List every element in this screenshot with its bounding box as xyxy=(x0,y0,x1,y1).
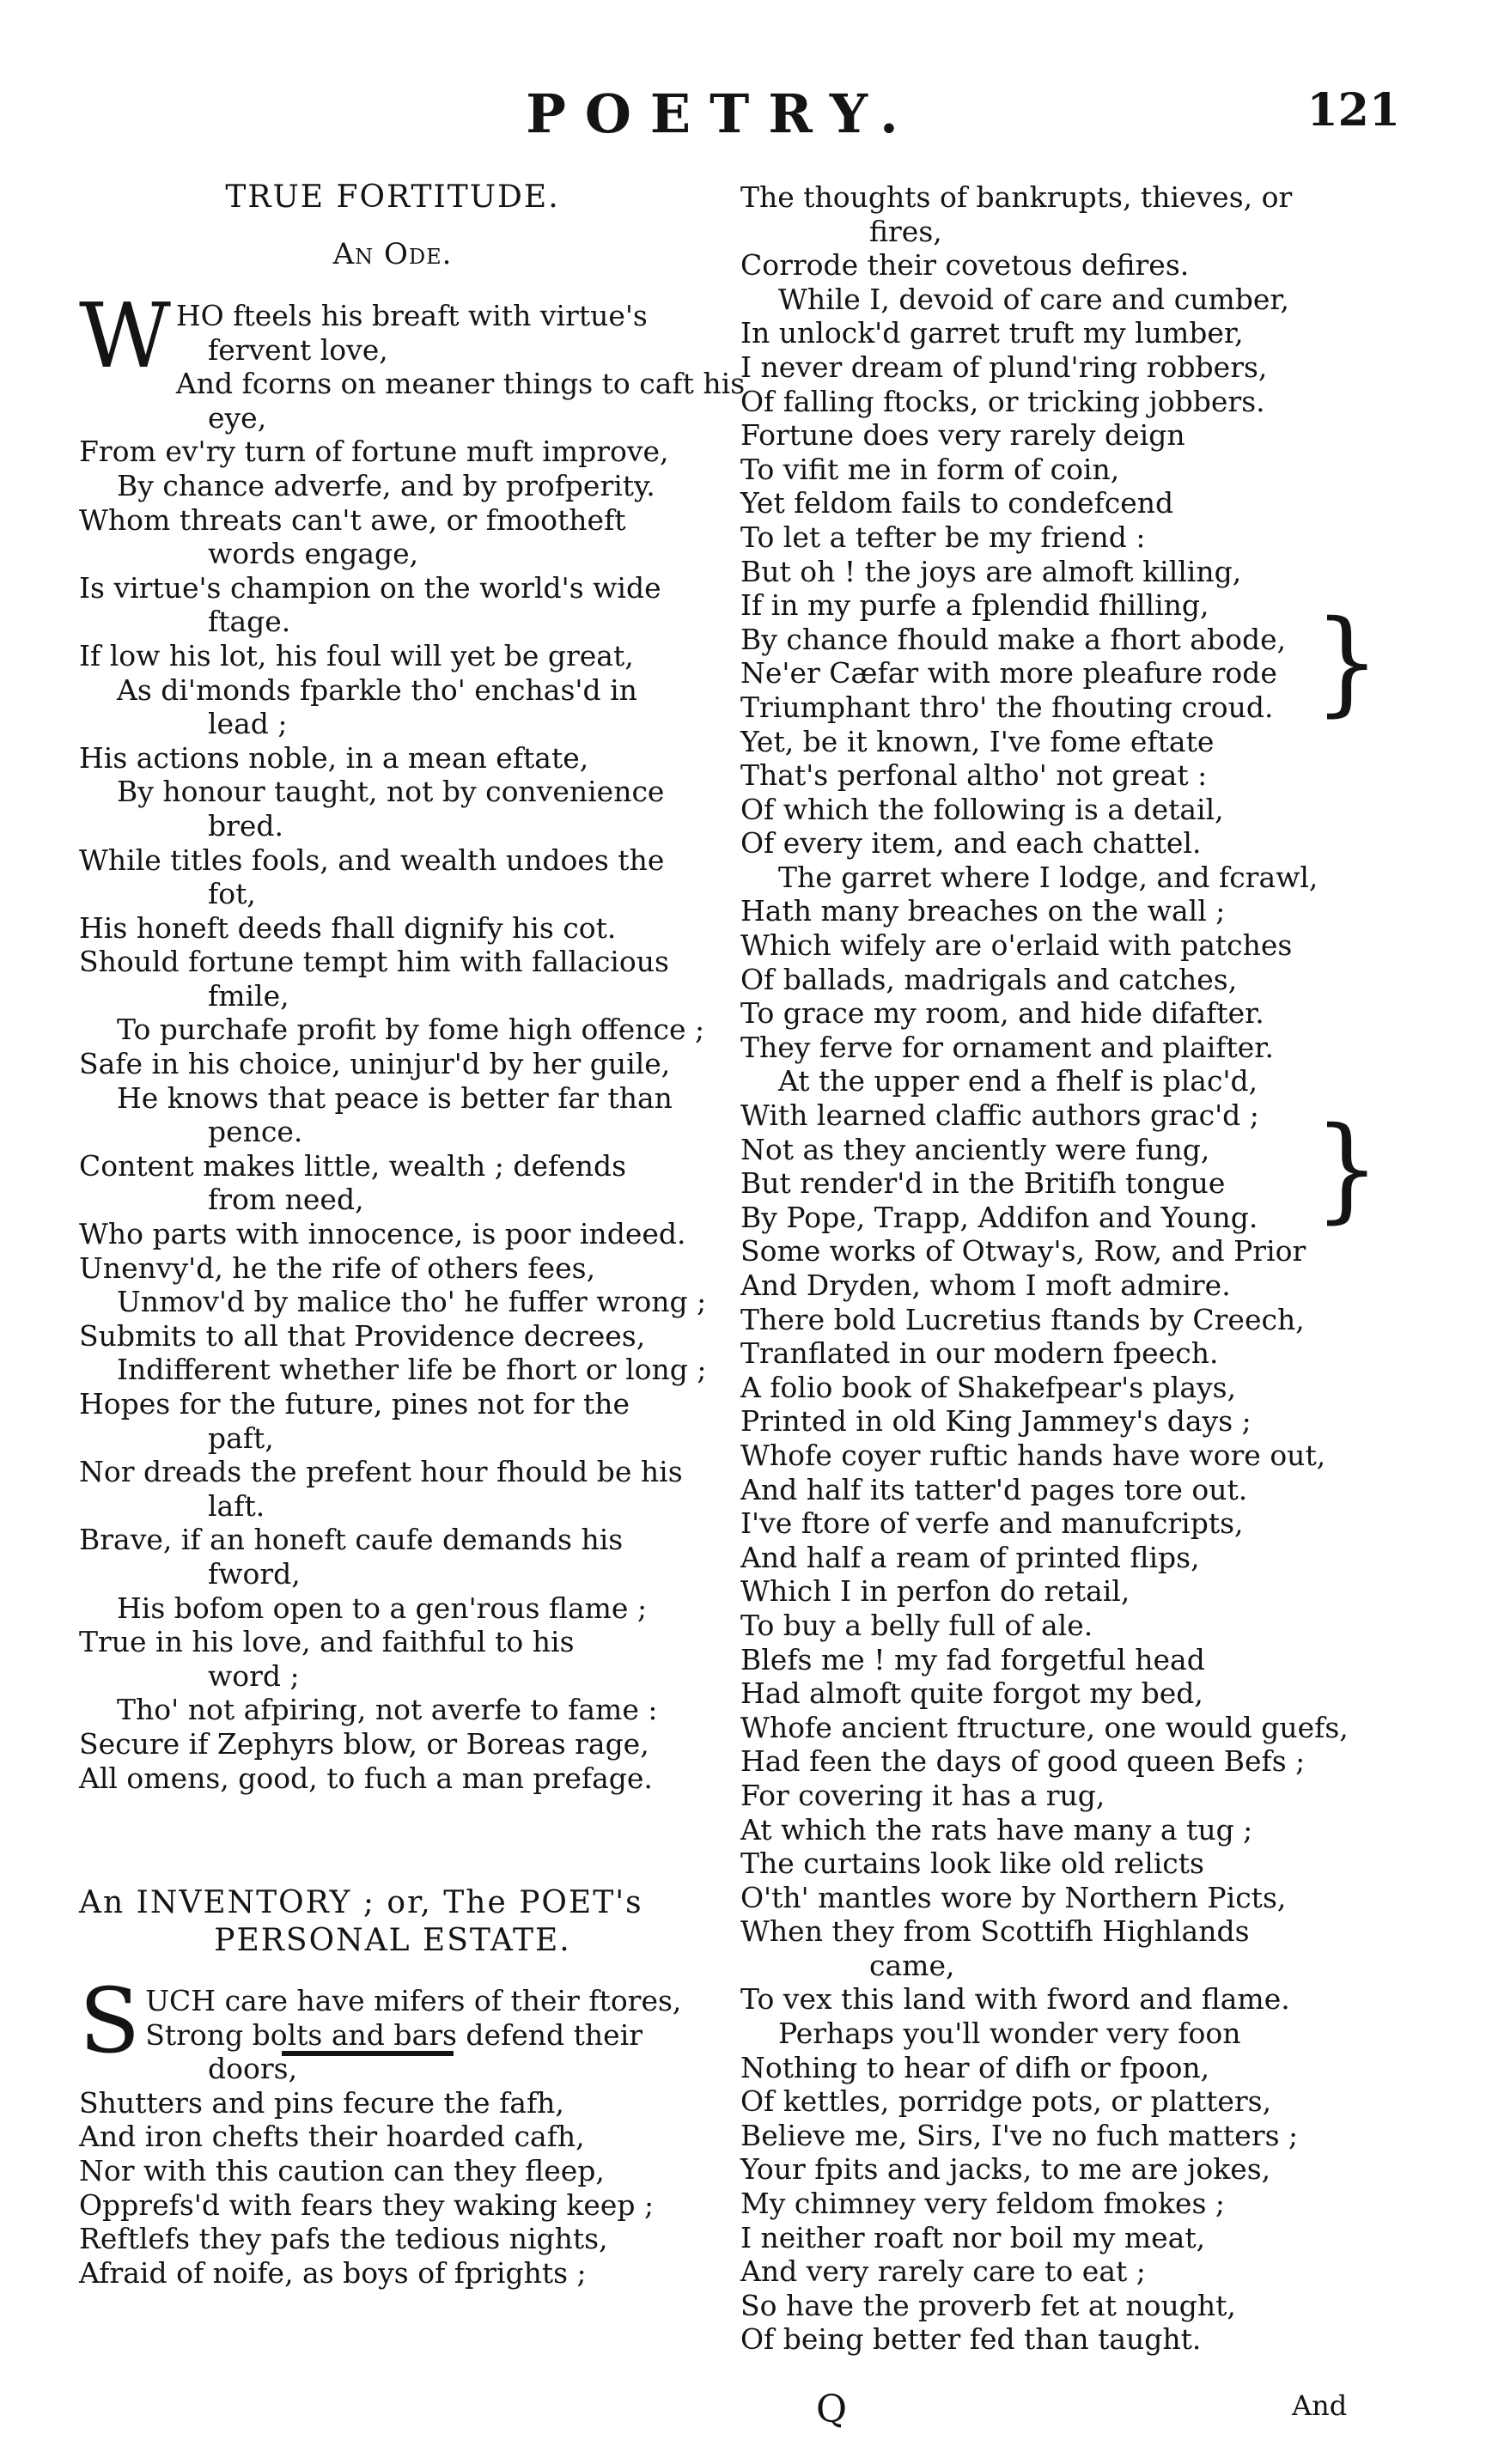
verse-line: Perhaps you'll wonder very foon xyxy=(778,2017,1241,2051)
verse-line: HO fteels his breaft with virtue's xyxy=(175,299,648,332)
verse-line: Yet feldom fails to condefcend xyxy=(740,486,1174,520)
verse-line: Ne'er Cæfar with more pleafure rode xyxy=(740,656,1277,691)
verse-line: Which wifely are o'erlaid with patches xyxy=(740,928,1293,963)
verse-line: Tranflated in our modern fpeech. xyxy=(740,1336,1219,1371)
verse-line: Some works of Otway's, Row, and Prior xyxy=(740,1234,1306,1269)
verse-line: O'th' mantles wore by Northern Picts, xyxy=(740,1880,1287,1914)
verse-line: Your fpits and jacks, to me are jokes, xyxy=(740,2152,1271,2187)
poem1-body xyxy=(79,283,746,1795)
verse-line: came, xyxy=(869,1948,955,1982)
verse-line: pence. xyxy=(208,1115,303,1149)
verse-line: Afraid of noife, as boys of fprights ; xyxy=(79,2255,587,2290)
verse-line: words engage, xyxy=(208,537,419,571)
verse-line: But render'd in the Britifh tongue xyxy=(740,1166,1226,1201)
verse-line: lead ; xyxy=(208,707,288,741)
poem2-title-line1: An INVENTORY ; or, The POET's xyxy=(79,1885,643,1920)
verse-line: But oh ! the joys are almoft killing, xyxy=(740,554,1242,588)
verse-line: fmile, xyxy=(208,978,289,1013)
poem1-dropcap: W xyxy=(79,283,171,388)
verse-line: So have the proverb fet at nought, xyxy=(740,2288,1236,2322)
verse-line: To grace my room, and hide difafter. xyxy=(740,996,1264,1031)
verse-line: Safe in his choice, uninjur'd by her guile, xyxy=(79,1047,671,1081)
page-number: 121 xyxy=(1306,84,1400,137)
verse-line: The curtains look like old relicts xyxy=(740,1846,1204,1881)
verse-line: Who parts with innocence, is poor indeed. xyxy=(79,1217,686,1251)
verse-line: Nor dreads the prefent hour fhould be his xyxy=(79,1455,683,1489)
verse-line: And very rarely care to eat ; xyxy=(740,2254,1146,2289)
verse-line: Nothing to hear of difh or fpoon, xyxy=(740,2050,1210,2084)
verse-line: To vifit me in form of coin, xyxy=(740,452,1120,486)
verse-line: I neither roaft nor boil my meat, xyxy=(740,2220,1206,2254)
verse-line: Of being better fed than taught. xyxy=(740,2322,1202,2357)
verse-line: And half a ream of printed flips, xyxy=(740,1540,1200,1574)
verse-line: Tho' not afpiring, not averfe to fame : xyxy=(117,1693,658,1727)
left-column xyxy=(79,179,746,1795)
poem1-title: TRUE FORTITUDE. xyxy=(225,179,560,215)
verse-line: To purchafe profit by fome high offence ; xyxy=(117,1013,705,1047)
verse-line: Whofe coyer ruftic hands have wore out, xyxy=(740,1438,1326,1472)
poem2-title-line2: PERSONAL ESTATE. xyxy=(214,1923,571,1958)
verse-line: paft, xyxy=(208,1421,274,1455)
verse-line: fot, xyxy=(208,877,256,911)
verse-line: With learned claffic authors grac'd ; xyxy=(740,1098,1259,1133)
verse-line: When they from Scottifh Highlands xyxy=(740,1914,1250,1949)
verse-line: By chance adverfe, and by profperity. xyxy=(117,468,655,502)
verse-line: Of kettles, porridge pots, or platters, xyxy=(740,2084,1272,2119)
verse-line: Triumphant thro' the fhouting croud. xyxy=(740,690,1274,724)
verse-line: Of every item, and each chattel. xyxy=(740,826,1202,861)
poem1-subtitle: An Ode. xyxy=(332,237,453,271)
verse-line: While I, devoid of care and cumber, xyxy=(778,282,1290,316)
verse-line: Nor with this caution can they fleep, xyxy=(79,2153,605,2187)
verse-line: laft. xyxy=(208,1488,265,1523)
verse-line: Whom threats can't awe, or fmootheft xyxy=(79,502,626,537)
verse-line: And fcorns on meaner things to caft his xyxy=(175,367,746,401)
verse-line: There bold Lucretius ftands by Creech, xyxy=(740,1302,1305,1336)
verse-line: That's perfonal altho' not great : xyxy=(740,758,1208,793)
verse-line: He knows that peace is better far than xyxy=(117,1080,673,1115)
verse-line: Of ballads, madrigals and catches, xyxy=(740,962,1238,996)
catchword: And xyxy=(1292,2389,1348,2422)
verse-line: word ; xyxy=(208,1658,300,1693)
verse-line: Of which the following is a detail, xyxy=(740,792,1224,826)
verse-line: Brave, if an honeft caufe demands his xyxy=(79,1523,624,1557)
verse-line: fervent love, xyxy=(208,332,388,367)
verse-line: Submits to all that Providence decrees, xyxy=(79,1318,646,1353)
verse-line: Believe me, Sirs, I've no fuch matters ; xyxy=(740,2118,1299,2152)
verse-line: Opprefs'd with fears they waking keep ; xyxy=(79,2187,655,2222)
verse-line: Strong bolts and bars defend their xyxy=(145,2017,643,2052)
poem2-dropcap: S xyxy=(79,1968,141,2073)
verse-line: Of falling ftocks, or tricking jobbers. xyxy=(740,384,1265,418)
verse-line: ftage. xyxy=(208,605,291,639)
verse-line: They ferve for ornament and plaifter. xyxy=(740,1030,1274,1064)
verse-line: Shutters and pins fecure the fafh, xyxy=(79,2085,564,2120)
verse-line: All omens, good, to fuch a man prefage. xyxy=(79,1761,653,1795)
verse-line: Had almoft quite forgot my bed, xyxy=(740,1676,1203,1711)
verse-line: The thoughts of bankrupts, thieves, or xyxy=(740,180,1293,214)
verse-line: bred. xyxy=(208,808,284,843)
verse-line: In unlock'd garret truft my lumber, xyxy=(740,316,1244,350)
verse-line: Had feen the days of good queen Befs ; xyxy=(740,1744,1306,1779)
verse-line: And half its tatter'd pages tore out. xyxy=(740,1472,1248,1506)
triplet-brace-2: } xyxy=(1314,1104,1380,1235)
verse-line: True in his love, and faithful to his xyxy=(79,1625,575,1659)
verse-line: Secure if Zephyrs blow, or Boreas rage, xyxy=(79,1726,649,1761)
verse-line: from need, xyxy=(208,1183,364,1217)
verse-line: I've ftore of verfe and manufcripts, xyxy=(740,1506,1244,1541)
verse-line: My chimney very feldom fmokes ; xyxy=(740,2187,1226,2221)
triplet-brace-1: } xyxy=(1314,597,1380,728)
verse-line: Content makes little, wealth ; defends xyxy=(79,1148,627,1183)
verse-line: Which I in perfon do retail, xyxy=(740,1574,1130,1609)
verse-line: For covering it has a rug, xyxy=(740,1778,1105,1812)
verse-line: fword, xyxy=(208,1556,301,1591)
verse-line: eye, xyxy=(208,400,267,435)
verse-line: UCH care have mifers of their ftores, xyxy=(145,1984,682,2017)
verse-line: By Pope, Trapp, Addifon and Young. xyxy=(740,1200,1258,1234)
verse-line: By chance fhould make a fhort abode, xyxy=(740,622,1287,656)
page-header xyxy=(77,82,1400,160)
verse-line: And iron chefts their hoarded cafh, xyxy=(79,2120,585,2154)
verse-line: While titles fools, and wealth undoes the xyxy=(79,843,665,877)
verse-line: fires, xyxy=(869,214,942,248)
right-column xyxy=(740,180,1359,2357)
verse-line: If in my purfe a fplendid fhilling, xyxy=(740,588,1209,623)
verse-line: Corrode their covetous defires. xyxy=(740,248,1190,283)
verse-line: Yet, be it known, I've fome eftate xyxy=(740,724,1215,758)
verse-line: His honeft deeds fhall dignify his cot. xyxy=(79,910,617,945)
verse-line: doors, xyxy=(208,2052,298,2086)
verse-line: I never dream of plund'ring robbers, xyxy=(740,350,1268,384)
verse-line: Should fortune tempt him with fallacious xyxy=(79,945,669,979)
poem2-left-body xyxy=(79,1968,706,2290)
verse-line: Not as they anciently were fung, xyxy=(740,1132,1210,1166)
verse-line: His bofom open to a gen'rous flame ; xyxy=(117,1591,648,1625)
poem2-right-body xyxy=(740,180,1359,2357)
signature-mark: Q xyxy=(816,2388,848,2431)
verse-line: The garret where I lodge, and fcrawl, xyxy=(778,860,1319,894)
verse-line: By honour taught, not by convenience xyxy=(117,775,665,809)
verse-line: Unmov'd by malice tho' he fuffer wrong ; xyxy=(117,1285,707,1319)
verse-line: Hath many breaches on the wall ; xyxy=(740,894,1226,928)
verse-line: As di'monds fparkle tho' enchas'd in xyxy=(117,672,637,707)
verse-line: Fortune does very rarely deign xyxy=(740,418,1185,453)
verse-line: If low his lot, his foul will yet be great, xyxy=(79,638,634,672)
verse-line: Reftlefs they pafs the tedious nights, xyxy=(79,2222,608,2256)
verse-line: To buy a belly full of ale. xyxy=(740,1608,1093,1642)
verse-line: Is virtue's champion on the world's wide xyxy=(79,570,661,605)
verse-line: Hopes for the future, pines not for the xyxy=(79,1387,630,1421)
verse-line: Unenvy'd, he the rife of others fees, xyxy=(79,1250,596,1285)
verse-line: To vex this land with fword and flame. xyxy=(740,1982,1290,2017)
verse-line: Whofe ancient ftructure, one would guefs, xyxy=(740,1710,1349,1744)
verse-line: And Dryden, whom I moft admire. xyxy=(740,1269,1231,1302)
verse-line: From ev'ry turn of fortune muft improve, xyxy=(79,435,669,469)
verse-line: At the upper end a fhelf is plac'd, xyxy=(778,1064,1258,1098)
verse-line: Indifferent whether life be fhort or long ; xyxy=(117,1353,707,1387)
verse-line: At which the rats have many a tug ; xyxy=(740,1812,1253,1846)
running-title: POETRY. xyxy=(526,82,917,145)
verse-line: Printed in old King Jammey's days ; xyxy=(740,1404,1252,1439)
verse-line: His actions noble, in a mean eftate, xyxy=(79,740,589,775)
verse-line: A folio book of Shakefpear's plays, xyxy=(740,1370,1237,1404)
verse-line: Blefs me ! my fad forgetful head xyxy=(740,1642,1205,1676)
poem2-left-part xyxy=(79,1886,706,2290)
verse-line: To let a tefter be my friend : xyxy=(740,520,1146,554)
